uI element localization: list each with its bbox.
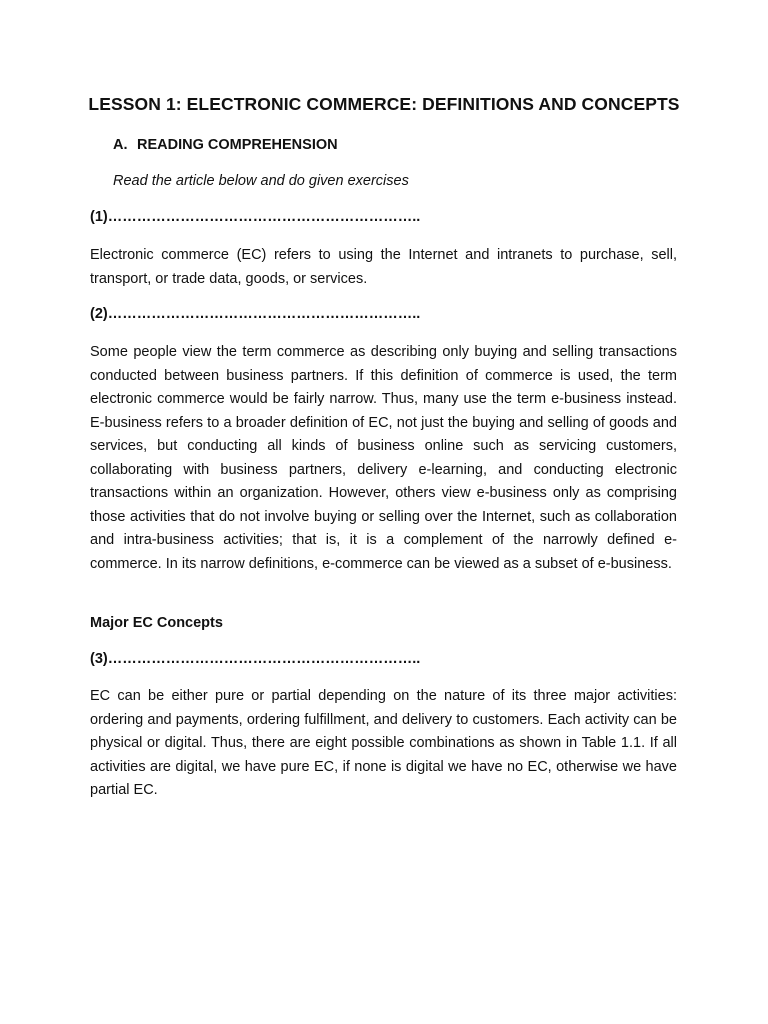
section-label: READING COMPREHENSION [137, 137, 338, 153]
paragraph-3: EC can be either pure or partial depending on the nature of its three major activities: ordering and payments, ordering fulfillment, and delivery to customers. Each activity can be physical or digital. Thus, there are eight possible combinations as shown in Table 1.1. If all activities are digital, we have pure EC, if none is digital we have no EC, otherwise we have partial EC. [90, 688, 677, 798]
blank-heading-1: (1)……………………………………………………….. [90, 209, 421, 225]
section-heading [113, 137, 338, 153]
section-marker: A. [113, 137, 128, 153]
instruction-text: Read the article below and do given exercises [113, 173, 409, 189]
page-title: LESSON 1: ELECTRONIC COMMERCE: DEFINITIONS AND CONCEPTS [88, 94, 680, 114]
paragraph-1: Electronic commerce (EC) refers to using the Internet and intranets to purchase, sell, transport, or trade data, goods, or services. [90, 247, 677, 287]
blank-heading-2: (2)……………………………………………………….. [90, 306, 421, 322]
subheading-major-ec-concepts: Major EC Concepts [90, 615, 223, 631]
paragraph-2: Some people view the term commerce as describing only buying and selling transactions conducted between business partners. If this definition of commerce is used, the term electronic commerce would be fairly narrow. Thus, many use the term e-business instead. E-business refers to a broader definition of EC, not just the buying and selling of goods and services, but conducting all kinds of business online such as servicing customers, collaborating with business partners, delivery e-learning, and conducting electronic transactions within an organization. However, others view e-business only as comprising those activities that do not involve buying or selling over the Internet, such as collaboration and intra-business activities; that is, it is a complement of the narrowly defined e-commerce. In its narrow definitions, e-commerce can be viewed as a subset of e-business. [90, 344, 677, 572]
blank-heading-3: (3)……………………………………………………….. [90, 651, 421, 667]
